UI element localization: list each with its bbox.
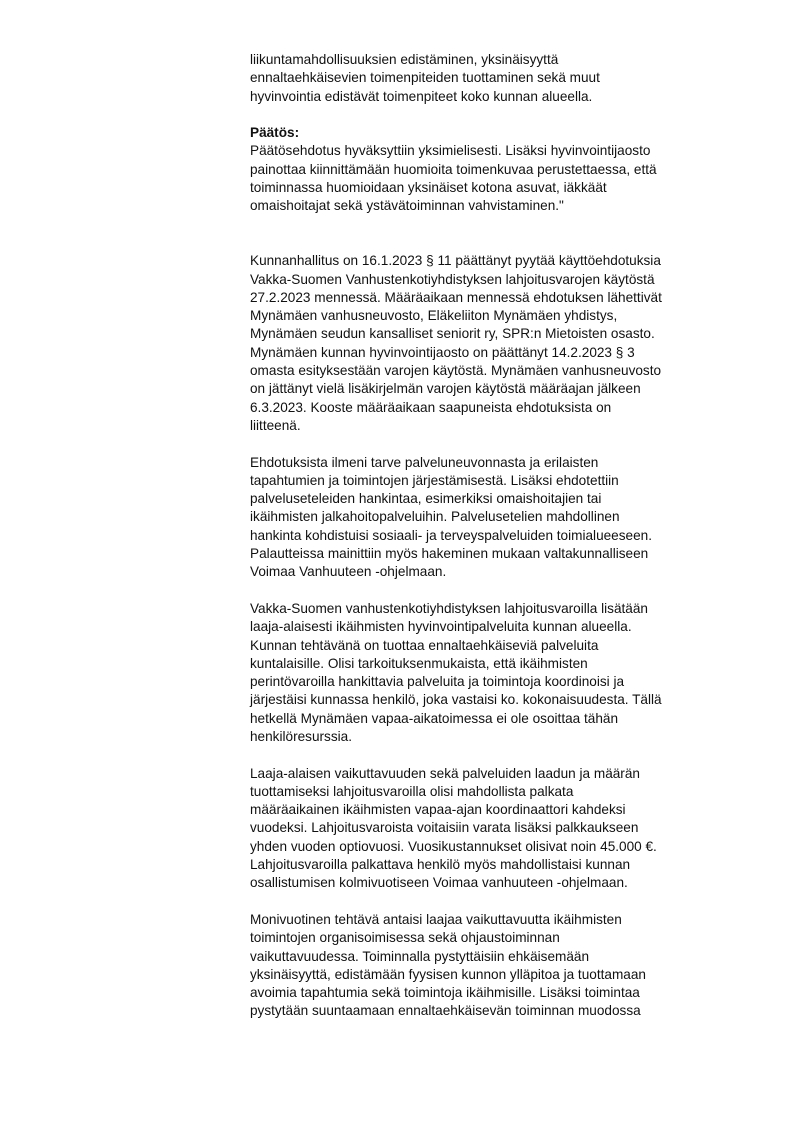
text-line: tuottamiseksi lahjoitusvaroilla olisi mahdollista palkata bbox=[250, 783, 574, 799]
text-line: vaikuttavuudessa. Toiminnalla pystyttäisiin ehkäisemään bbox=[250, 948, 590, 964]
text-line: pystytään suuntaamaan ennaltaehkäisevän toiminnan muodossa bbox=[250, 1003, 641, 1019]
text-line: on jättänyt vielä lisäkirjelmän varojen käytöstä määräajan jälkeen bbox=[250, 381, 641, 397]
paragraph-4 bbox=[250, 765, 750, 893]
text-line: Laaja-alaisen vaikuttavuuden sekä palveluiden laadun ja määrän bbox=[250, 765, 640, 781]
text-line: hetkellä Mynämäen vapaa-aikatoimessa ei ole osoittaa tähän bbox=[250, 710, 619, 726]
paragraph-2 bbox=[250, 454, 750, 582]
text-line: perintövaroilla hankittavia palveluita ja toimintoja koordinoisi ja bbox=[250, 674, 625, 690]
text-line: Lahjoitusvaroilla palkattava henkilö myös mahdollistaisi kunnan bbox=[250, 857, 631, 873]
text-line: avoimia tapahtumia sekä toimintoja ikäihmisille. Lisäksi toimintaa bbox=[250, 985, 640, 1001]
text-line: Päätösehdotus hyväksyttiin yksimielisesti. Lisäksi hyvinvointijaosto bbox=[250, 143, 651, 159]
text-line: Voimaa Vanhuuteen -ohjelmaan. bbox=[250, 564, 447, 580]
decision-heading: Päätös: bbox=[250, 125, 300, 141]
text-line: kuntalaisille. Olisi tarkoituksenmukaista, että ikäihmisten bbox=[250, 655, 588, 671]
text-line: palveluseteleiden hankintaa, esimerkiksi omaishoitajien tai bbox=[250, 491, 602, 507]
text-line: 27.2.2023 mennessä. Määräaikaan mennessä ehdotuksen lähettivät bbox=[250, 289, 662, 305]
text-line: omasta esityksestään varojen käytöstä. Mynämäen vanhusneuvosto bbox=[250, 363, 662, 379]
text-line: Kunnan tehtävänä on tuottaa ennaltaehkäiseviä palveluita bbox=[250, 637, 599, 653]
paragraph-1 bbox=[250, 252, 750, 435]
text-line: henkilöresurssia. bbox=[250, 728, 352, 744]
text-line: Kunnanhallitus on 16.1.2023 § 11 päättänyt pyytää käyttöehdotuksia bbox=[250, 253, 661, 269]
intro-paragraph bbox=[250, 51, 750, 106]
text-line: toiminnassa huomioidaan yksinäiset kotona asuvat, iäkkäät bbox=[250, 180, 607, 196]
paragraph-5 bbox=[250, 911, 750, 1021]
text-line: omaishoitajat sekä ystävätoiminnan vahvistaminen." bbox=[250, 198, 564, 214]
document-text bbox=[250, 51, 750, 1021]
text-line: hyvinvointia edistävät toimenpiteet koko kunnan alueella. bbox=[250, 88, 593, 104]
text-line: ikäihmisten jalkahoitopalveluihin. Palvelusetelien mahdollinen bbox=[250, 509, 620, 525]
text-line: toimintojen organisoimisessa sekä ohjaustoiminnan bbox=[250, 930, 560, 946]
paragraph-3 bbox=[250, 600, 750, 746]
text-line: Mynämäen kunnan hyvinvointijaosto on päättänyt 14.2.2023 § 3 bbox=[250, 344, 635, 360]
text-line: yksinäisyyttä, edistämään fyysisen kunnon ylläpitoa ja tuottamaan bbox=[250, 966, 646, 982]
text-line: 6.3.2023. Kooste määräaikaan saapuneista ehdotuksista on bbox=[250, 399, 612, 415]
text-line: Mynämäen seudun kansalliset seniorit ry, SPR:n Mietoisten osasto. bbox=[250, 326, 655, 342]
text-line: Ehdotuksista ilmeni tarve palveluneuvonnasta ja erilaisten bbox=[250, 454, 599, 470]
text-line: painottaa kiinnittämään huomioita toimenkuvaa perustettaessa, että bbox=[250, 161, 657, 177]
text-line: Monivuotinen tehtävä antaisi laajaa vaikuttavuutta ikäihmisten bbox=[250, 911, 622, 927]
text-line: Vakka-Suomen vanhustenkotiyhdistyksen lahjoitusvaroilla lisätään bbox=[250, 600, 648, 616]
text-line: laaja-alaisesti ikäihmisten hyvinvointipalveluita kunnan alueella. bbox=[250, 619, 632, 635]
text-line: Mynämäen vanhusneuvosto, Eläkeliiton Mynämäen yhdistys, bbox=[250, 308, 618, 324]
text-line: yhden vuoden optiovuosi. Vuosikustannukset olisivat noin 45.000 €. bbox=[250, 838, 657, 854]
text-line: ennaltaehkäisevien toimenpiteiden tuottaminen sekä muut bbox=[250, 70, 600, 86]
text-line: hankinta kohdistuisi sosiaali- ja terveyspalveluiden toimialueeseen. bbox=[250, 527, 652, 543]
text-line: tapahtumien ja toimintojen järjestämisestä. Lisäksi ehdotettiin bbox=[250, 472, 619, 488]
text-line: Palautteissa mainittiin myös hakeminen mukaan valtakunnalliseen bbox=[250, 546, 649, 562]
text-line: vuodeksi. Lahjoitusvaroista voitaisiin varata lisäksi palkkaukseen bbox=[250, 820, 639, 836]
text-line: osallistumisen kolmivuotiseen Voimaa vanhuuteen -ohjelmaan. bbox=[250, 875, 628, 891]
text-line: määräaikainen ikäihmisten vapaa-ajan koordinaattori kahdeksi bbox=[250, 802, 626, 818]
text-line: järjestäisi kunnassa henkilö, joka vastaisi ko. kokonaisuudesta. Tällä bbox=[250, 692, 662, 708]
text-line: liitteenä. bbox=[250, 417, 301, 433]
text-line: Vakka-Suomen Vanhustenkotiyhdistyksen lahjoitusvarojen käytöstä bbox=[250, 271, 655, 287]
text-line: liikuntamahdollisuuksien edistäminen, yksinäisyyttä bbox=[250, 52, 559, 67]
decision-section bbox=[250, 124, 750, 215]
